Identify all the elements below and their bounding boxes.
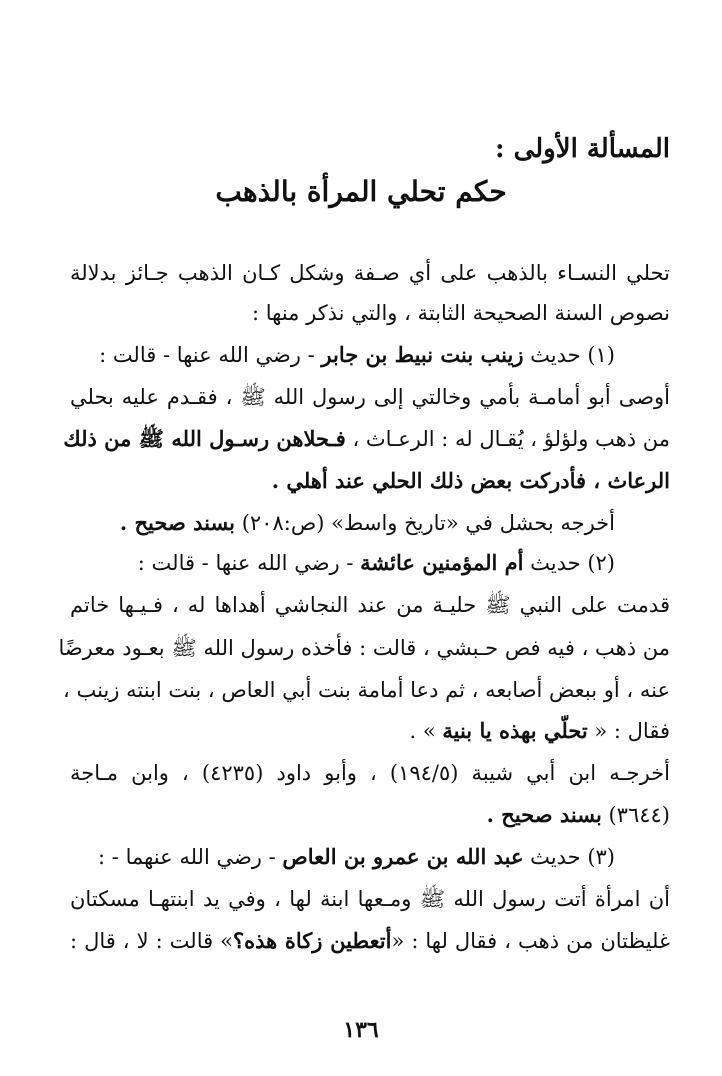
hadith-2-line-4 bbox=[409, 716, 670, 746]
hadith-2-narrator: أم المؤمنين عائشة bbox=[360, 550, 524, 575]
hadith-1-line-2-b: فـحلاهن رسـول الله ﷺ من ذلك bbox=[63, 426, 346, 451]
hadith-2-reference-2 bbox=[487, 800, 670, 830]
hadith-3-number: (٣) حديث bbox=[530, 845, 615, 869]
page-title: حكم تحلي المرأة بالذهب bbox=[215, 175, 507, 208]
hadith-3-quote: أتعطين زكاة هذه؟ bbox=[233, 928, 392, 953]
hadith-3-line-2 bbox=[70, 926, 670, 956]
hadith-1-reference bbox=[120, 508, 670, 538]
intro-line-1: تحلي النسـاء بالذهب على أي صـفة وشكل كـان الذهب جـائز بدلالة bbox=[70, 261, 670, 285]
hadith-1-line-3: الرعاث ، فأدركت بعض ذلك الحلي عند أهلي . bbox=[271, 468, 670, 493]
hadith-1-number: (١) حديث bbox=[530, 343, 615, 367]
hadith-2-line-1: قدمت على النبي ﷺ حليـة من عند النجاشي أهداها له ، فـيـها خاتم bbox=[70, 593, 670, 617]
hadith-2-header bbox=[138, 548, 670, 578]
hadith-1-reference-text: أخرجه بحشل في «تاريخ واسط» (ص:٢٠٨) bbox=[235, 511, 615, 535]
hadith-1-line-2-a: من ذهب ولؤلؤ ، يُقـال له : الرعـاث ، bbox=[345, 427, 670, 451]
hadith-3-line-2-a: غليظتان من ذهب ، فقال لها : « bbox=[391, 929, 670, 953]
hadith-2-line-3: عنه ، أو ببعض أصابعه ، ثم دعا أمامة بنت أبي العاص ، بنت ابنته زينب ، bbox=[63, 678, 670, 702]
hadith-2-grading: بسند صحيح . bbox=[486, 802, 602, 827]
hadith-2-quote-close: » . bbox=[409, 719, 443, 743]
hadith-3-header bbox=[98, 842, 670, 872]
hadith-3-narrator: عبد الله بن عمرو بن العاص bbox=[282, 844, 524, 869]
hadith-3-line-2-c: » قالت : لا ، قال : bbox=[70, 929, 233, 953]
hadith-2-number: (٢) حديث bbox=[530, 551, 615, 575]
hadith-2-header-tail: - رضي الله عنها - قالت : bbox=[137, 551, 361, 575]
hadith-3-header-tail: - رضي الله عنهما - : bbox=[98, 845, 283, 869]
intro-line-2: نصوص السنة الصحيحة الثابتة ، والتي نذكر منها : bbox=[251, 301, 670, 325]
hadith-1-line-1: أوصى أبو أمامـة بأمي وخالتي إلى رسول الله ﷺ ، فقـدم عليه بحلي bbox=[70, 385, 670, 409]
hadith-2-reference-1: أخرجـه ابن أبي شيبة (١٩٤/٥) ، وأبو داود (٤٢٣٥) ، وابن مـاجة bbox=[70, 761, 670, 785]
hadith-1-grading: بسند صحيح . bbox=[119, 510, 236, 535]
hadith-1-narrator: زينب بنت نبيط بن جابر bbox=[321, 342, 524, 367]
hadith-1-line-2 bbox=[63, 424, 670, 454]
hadith-2-reference-number: (٣٦٤٤) bbox=[601, 803, 670, 827]
hadith-2-line-2: من ذهب ، فيه فص حـبشي ، قالت : فأخذه رسول الله ﷺ بعـود معرضًا bbox=[58, 636, 670, 660]
hadith-1-header-tail: - رضي الله عنها - قالت : bbox=[99, 343, 322, 367]
hadith-2-quote-open: فقال : « bbox=[587, 719, 670, 743]
page-number: ١٣٦ bbox=[343, 1017, 379, 1043]
hadith-3-line-1: أن امرأة أتت رسول الله ﷺ ومـعها ابنة لها ، وفي يد ابنتهـا مسكتان bbox=[70, 887, 670, 911]
hadith-1-header bbox=[99, 340, 670, 370]
section-label: المسألة الأولى : bbox=[494, 134, 670, 164]
hadith-2-quote: تحلّي بهذه يا بنية bbox=[442, 718, 588, 743]
